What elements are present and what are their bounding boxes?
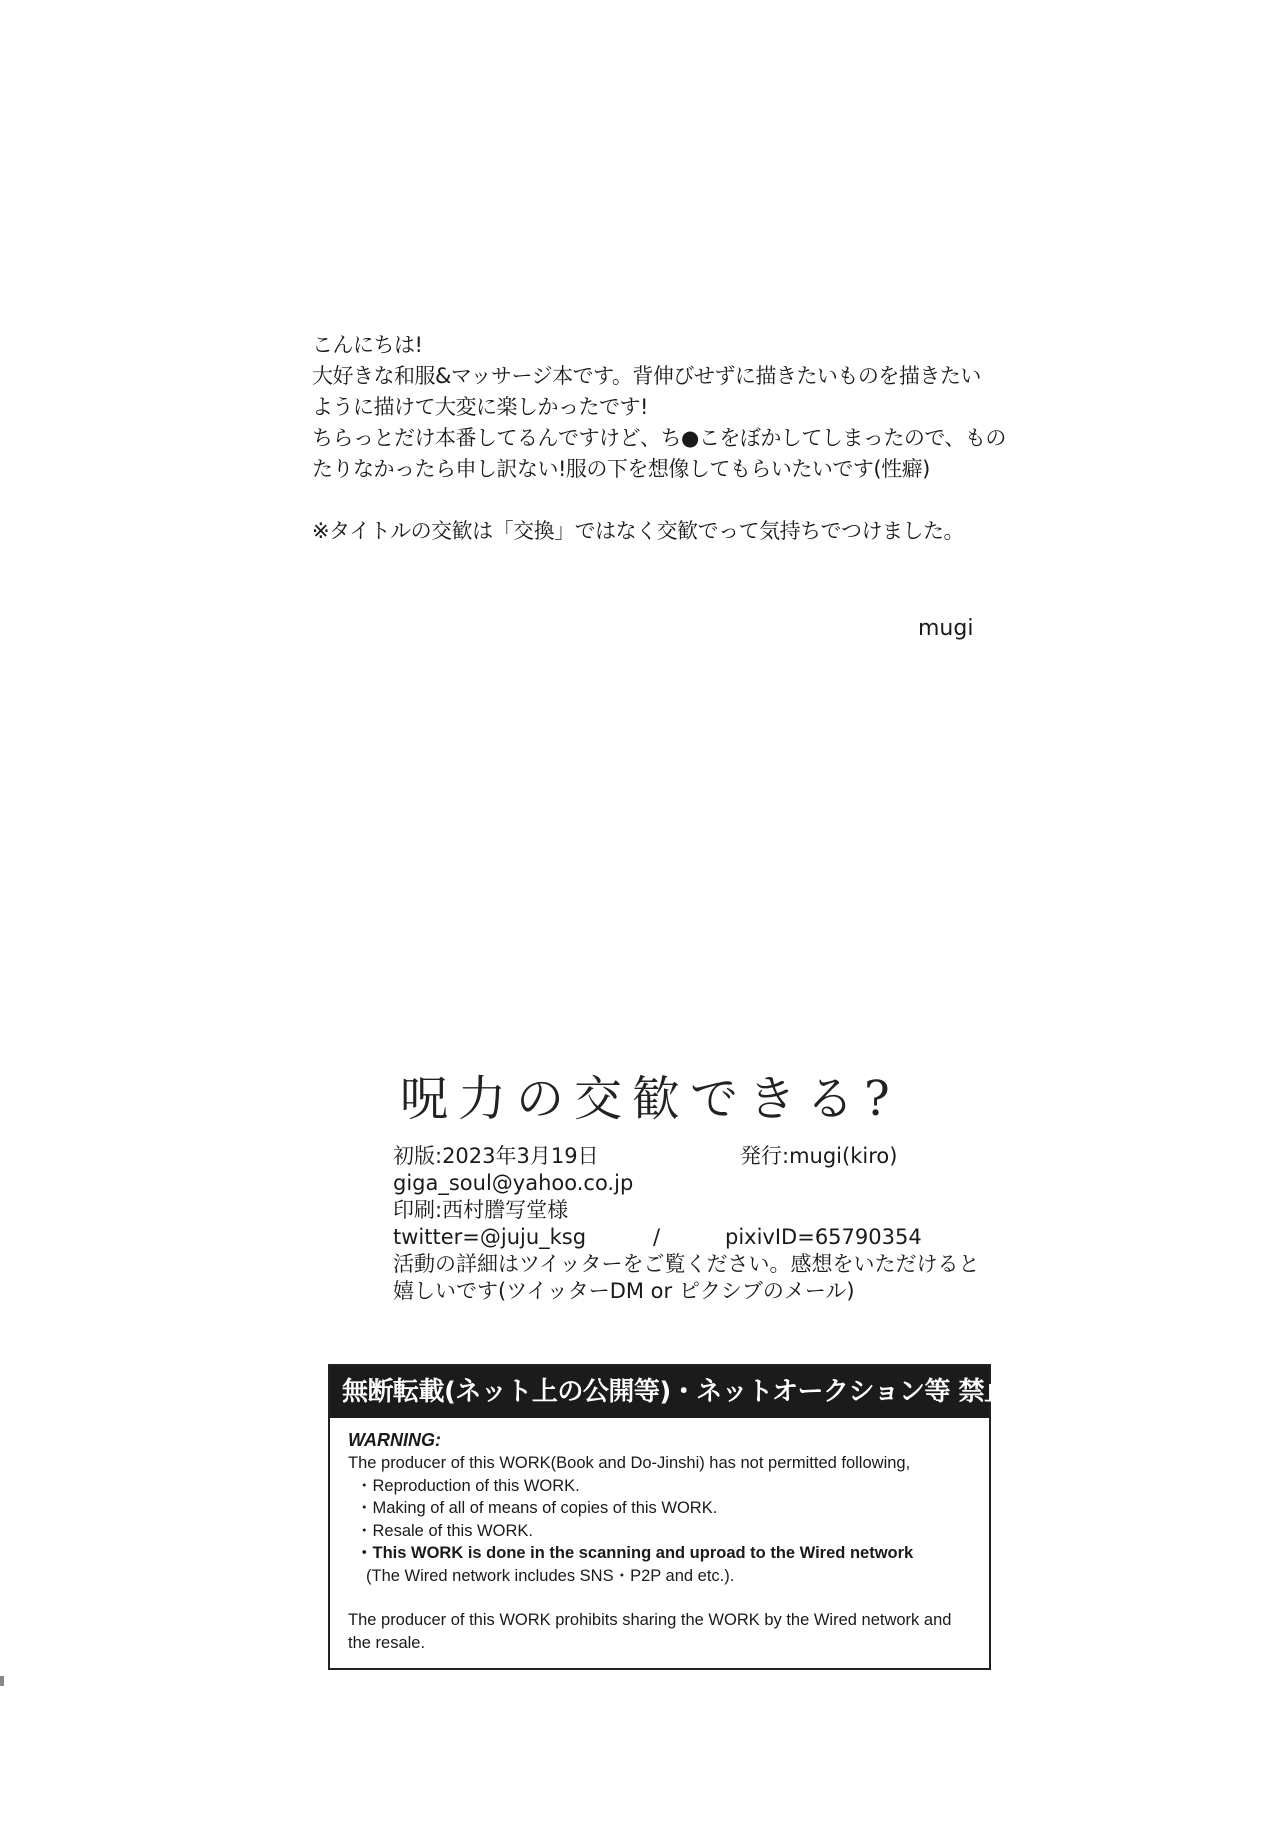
contact-email: giga_soul@yahoo.co.jp xyxy=(393,1171,634,1195)
activity-message: 活動の詳細はツイッターをご覧ください。感想をいただけると xyxy=(393,1252,980,1276)
warning-header: 無断転載(ネット上の公開等)・ネットオークション等 禁止 xyxy=(330,1366,989,1418)
afterword-line: 大好きな和服&マッサージ本です。背伸びせずに描きたいものを描きたい xyxy=(312,364,981,388)
scan-edge-mark xyxy=(0,1676,4,1686)
warning-title: WARNING: xyxy=(348,1430,441,1450)
printer: 印刷:西村謄写堂様 xyxy=(393,1198,569,1222)
afterword-text xyxy=(312,330,1012,547)
warning-item: ・Making of all of means of copies of this WORK. xyxy=(356,1499,718,1517)
afterword-line: たりなかったら申し訳ない!服の下を想像してもらいたいです(性癖) xyxy=(312,457,930,481)
first-edition-date: 初版:2023年3月19日 xyxy=(393,1144,599,1168)
warning-intro: The producer of this WORK(Book and Do-Jinshi) has not permitted following, xyxy=(348,1454,911,1472)
author-signature: mugi xyxy=(918,616,974,641)
pixiv-id: pixivID=65790354 xyxy=(725,1225,922,1249)
warning-item-note: (The Wired network includes SNS・P2P and etc.). xyxy=(366,1566,735,1585)
book-title: 呪力の交歓できる? xyxy=(400,1071,900,1127)
afterword-line: こんにちは! xyxy=(312,333,423,357)
warning-item: ・Resale of this WORK. xyxy=(356,1521,533,1540)
afterword-line: ように描けて大変に楽しかったです! xyxy=(312,395,648,419)
warning-item: ・Reproduction of this WORK. xyxy=(356,1476,580,1495)
copyright-warning-box xyxy=(328,1364,1010,1670)
twitter-handle: twitter=@juju_ksg xyxy=(393,1225,587,1249)
separator: / xyxy=(653,1225,661,1249)
colophon-info xyxy=(393,1143,980,1305)
afterword-line: ちらっとだけ本番してるんですけど、ち●こをぼかしてしまったので、もの xyxy=(312,426,1006,450)
warning-body xyxy=(330,1418,989,1654)
title-note: ※タイトルの交歓は「交換」ではなく交歓でって気持ちでつけました。 xyxy=(312,519,964,543)
warning-closing: The producer of this WORK prohibits sharing the WORK by the Wired network and the resale. xyxy=(348,1611,952,1652)
activity-message: 嬉しいです(ツイッターDM or ピクシブのメール) xyxy=(393,1279,855,1303)
warning-item-upload: ・This WORK is done in the scanning and uproad to the Wired network xyxy=(356,1544,914,1562)
publisher: 発行:mugi(kiro) xyxy=(740,1144,898,1168)
